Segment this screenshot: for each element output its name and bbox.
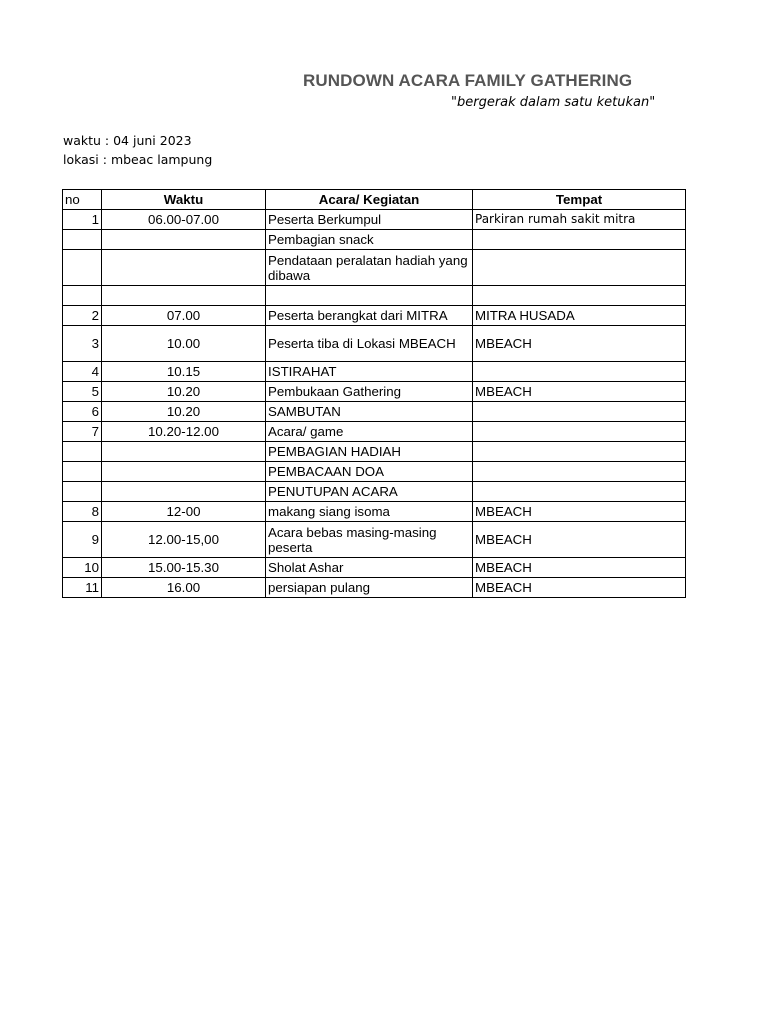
cell-no: 8 — [63, 502, 102, 522]
table-row — [63, 462, 686, 482]
cell-acara: PEMBACAAN DOA — [266, 462, 473, 482]
table-row — [63, 422, 686, 442]
table-row — [63, 442, 686, 462]
cell-acara: Peserta Berkumpul — [266, 210, 473, 230]
table-row — [63, 250, 686, 286]
cell-no — [63, 250, 102, 286]
info-location: lokasi : mbeac lampung — [63, 152, 213, 167]
cell-waktu: 06.00-07.00 — [102, 210, 266, 230]
cell-waktu: 10.00 — [102, 326, 266, 362]
cell-tempat: MBEACH — [473, 578, 686, 598]
cell-tempat: Parkiran rumah sakit mitra — [473, 210, 686, 230]
header-waktu: Waktu — [102, 190, 266, 210]
cell-waktu: 10.15 — [102, 362, 266, 382]
cell-acara: Acara/ game — [266, 422, 473, 442]
cell-acara: Acara bebas masing-masing peserta — [266, 522, 473, 558]
header-tempat: Tempat — [473, 190, 686, 210]
cell-acara: PENUTUPAN ACARA — [266, 482, 473, 502]
cell-waktu — [102, 482, 266, 502]
cell-tempat — [473, 286, 686, 306]
cell-tempat — [473, 250, 686, 286]
cell-no: 5 — [63, 382, 102, 402]
cell-tempat: MBEACH — [473, 382, 686, 402]
cell-waktu: 10.20-12.00 — [102, 422, 266, 442]
cell-no: 10 — [63, 558, 102, 578]
cell-tempat — [473, 482, 686, 502]
cell-acara: Pembagian snack — [266, 230, 473, 250]
info-date: waktu : 04 juni 2023 — [63, 133, 192, 148]
cell-tempat — [473, 462, 686, 482]
cell-tempat: MBEACH — [473, 502, 686, 522]
cell-tempat: MBEACH — [473, 522, 686, 558]
cell-tempat: MITRA HUSADA — [473, 306, 686, 326]
cell-waktu: 10.20 — [102, 382, 266, 402]
cell-no — [63, 286, 102, 306]
cell-no — [63, 230, 102, 250]
cell-waktu — [102, 462, 266, 482]
cell-waktu: 16.00 — [102, 578, 266, 598]
cell-no — [63, 462, 102, 482]
rundown-table — [62, 189, 686, 598]
cell-acara — [266, 286, 473, 306]
table-row — [63, 402, 686, 422]
cell-acara: Peserta berangkat dari MITRA — [266, 306, 473, 326]
cell-tempat — [473, 422, 686, 442]
cell-tempat: MBEACH — [473, 558, 686, 578]
header-no: no — [63, 190, 102, 210]
table-row — [63, 522, 686, 558]
cell-acara: Sholat Ashar — [266, 558, 473, 578]
cell-no: 3 — [63, 326, 102, 362]
cell-no — [63, 482, 102, 502]
table-row — [63, 362, 686, 382]
document-subtitle: "bergerak dalam satu ketukan" — [451, 95, 656, 110]
cell-no — [63, 442, 102, 462]
cell-no: 9 — [63, 522, 102, 558]
cell-waktu: 15.00-15.30 — [102, 558, 266, 578]
cell-no: 1 — [63, 210, 102, 230]
cell-tempat — [473, 442, 686, 462]
table-row — [63, 502, 686, 522]
cell-waktu — [102, 250, 266, 286]
cell-acara: persiapan pulang — [266, 578, 473, 598]
cell-waktu: 12-00 — [102, 502, 266, 522]
cell-no: 7 — [63, 422, 102, 442]
table-row — [63, 306, 686, 326]
cell-tempat: MBEACH — [473, 326, 686, 362]
table-header-row — [63, 190, 686, 210]
header-acara: Acara/ Kegiatan — [266, 190, 473, 210]
cell-acara: makang siang isoma — [266, 502, 473, 522]
table-row — [63, 558, 686, 578]
cell-tempat — [473, 230, 686, 250]
table-row — [63, 210, 686, 230]
cell-acara: Peserta tiba di Lokasi MBEACH — [266, 326, 473, 362]
cell-waktu — [102, 230, 266, 250]
cell-no: 4 — [63, 362, 102, 382]
cell-no: 2 — [63, 306, 102, 326]
cell-acara: PEMBAGIAN HADIAH — [266, 442, 473, 462]
document-title: RUNDOWN ACARA FAMILY GATHERING — [303, 71, 633, 90]
table-row — [63, 382, 686, 402]
table-row — [63, 286, 686, 306]
cell-acara: ISTIRAHAT — [266, 362, 473, 382]
cell-acara: Pendataan peralatan hadiah yang dibawa — [266, 250, 473, 286]
cell-tempat — [473, 362, 686, 382]
cell-waktu — [102, 286, 266, 306]
cell-no: 6 — [63, 402, 102, 422]
table-row — [63, 230, 686, 250]
cell-acara: SAMBUTAN — [266, 402, 473, 422]
cell-waktu: 12.00-15,00 — [102, 522, 266, 558]
cell-waktu: 10.20 — [102, 402, 266, 422]
cell-waktu: 07.00 — [102, 306, 266, 326]
cell-waktu — [102, 442, 266, 462]
cell-no: 11 — [63, 578, 102, 598]
table-row — [63, 326, 686, 362]
table-row — [63, 578, 686, 598]
cell-tempat — [473, 402, 686, 422]
table-row — [63, 482, 686, 502]
cell-acara: Pembukaan Gathering — [266, 382, 473, 402]
